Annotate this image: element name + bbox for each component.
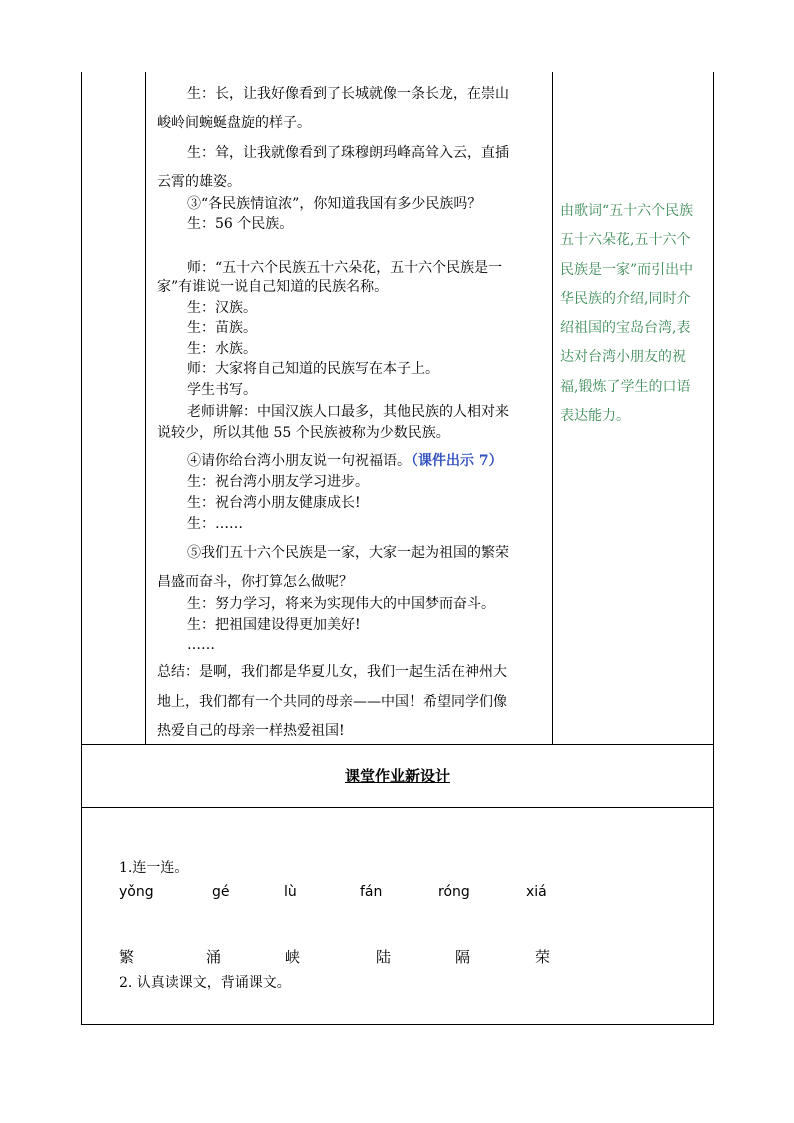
lesson-line: 生：苗族。 bbox=[187, 320, 257, 336]
table-border-right bbox=[713, 72, 714, 1024]
question-2: 2. 认真读课文，背诵课文。 bbox=[119, 975, 291, 991]
design-note-line: 民族是一家”而引出中 bbox=[560, 262, 694, 278]
design-note-line: 达对台湾小朋友的祝 bbox=[560, 349, 686, 365]
lesson-line: 云霄的雄姿。 bbox=[157, 174, 241, 190]
lesson-line: ③“各民族情谊浓”，你知道我国有多少民族吗？ bbox=[187, 196, 482, 212]
hanzi-item: 涌 bbox=[206, 948, 222, 966]
lesson-line: 生：祝台湾小朋友学习进步。 bbox=[187, 474, 369, 490]
summary-line: 总结：是啊，我们都是华夏儿女，我们一起生活在神州大 bbox=[157, 664, 507, 680]
design-note-line: 华民族的介绍,同时介 bbox=[560, 291, 691, 307]
design-note-line: 五十六朵花,五十六个 bbox=[560, 232, 691, 248]
hanzi-item: 荣 bbox=[535, 948, 551, 966]
lesson-line: 生：祝台湾小朋友健康成长! bbox=[187, 495, 361, 511]
lesson-line: 生：耸，让我就像看到了珠穆朗玛峰高耸入云，直插 bbox=[187, 145, 509, 161]
design-note-line: 福,锻炼了学生的口语 bbox=[560, 379, 691, 395]
pinyin-item: yǒng bbox=[119, 884, 154, 900]
pinyin-item: xiá bbox=[526, 884, 547, 900]
summary-line: 地上，我们都有一个共同的母亲——中国！希望同学们像 bbox=[157, 694, 507, 710]
lesson-line: 生：长，让我好像看到了长城就像一条长龙，在崇山 bbox=[187, 86, 509, 102]
lesson-line: 生：努力学习，将来为实现伟大的中国梦而奋斗。 bbox=[187, 596, 495, 612]
summary-line: 热爱自己的母亲一样热爱祖国! bbox=[157, 723, 345, 739]
table-row-divider-1 bbox=[81, 744, 714, 745]
table-border-bottom bbox=[81, 1024, 714, 1025]
lesson-prompt: ④请你给台湾小朋友说一句祝福语。 bbox=[187, 453, 411, 469]
lesson-line: 学生书写。 bbox=[187, 382, 257, 398]
lesson-line: 老师讲解：中国汉族人口最多，其他民族的人相对来 bbox=[187, 404, 509, 420]
hanzi-item: 繁 bbox=[119, 948, 135, 966]
design-note-line: 绍祖国的宝岛台湾,表 bbox=[560, 320, 691, 336]
table-border-left bbox=[81, 72, 82, 1024]
lesson-line: 峻岭间蜿蜒盘旋的样子。 bbox=[157, 115, 311, 131]
table-divider-inner-left bbox=[145, 72, 146, 744]
hanzi-item: 隔 bbox=[455, 948, 471, 966]
pinyin-item: lù bbox=[284, 884, 297, 900]
pinyin-item: gé bbox=[212, 884, 230, 900]
lesson-line: 说较少，所以其他 55 个民族被称为少数民族。 bbox=[157, 425, 450, 441]
design-note-line: 表达能力。 bbox=[560, 408, 630, 424]
question-1: 1.连一连。 bbox=[119, 860, 189, 876]
design-note-line: 由歌词“五十六个民族 bbox=[560, 203, 694, 219]
lesson-line: 生：水族。 bbox=[187, 341, 257, 357]
homework-title: 课堂作业新设计 bbox=[344, 767, 450, 785]
pinyin-item: fán bbox=[360, 884, 383, 900]
courseware-note: （课件出示 7） bbox=[411, 453, 503, 469]
lesson-line: 生：把祖国建设得更加美好! bbox=[187, 617, 361, 633]
lesson-line: 生：汉族。 bbox=[187, 300, 257, 316]
table-row-divider-2 bbox=[81, 807, 714, 808]
lesson-line: 师：大家将自己知道的民族写在本子上。 bbox=[187, 361, 439, 377]
table-divider-inner-right bbox=[552, 72, 553, 744]
pinyin-item: róng bbox=[438, 884, 470, 900]
lesson-line: 生：…… bbox=[187, 516, 243, 532]
lesson-line: …… bbox=[187, 637, 215, 653]
lesson-line bbox=[187, 451, 503, 471]
hanzi-item: 峡 bbox=[285, 948, 301, 966]
lesson-line: 昌盛而奋斗，你打算怎么做呢？ bbox=[157, 574, 353, 590]
lesson-line: 师：“五十六个民族五十六朵花，五十六个民族是一 bbox=[187, 260, 503, 276]
lesson-line: 家”有谁说一说自己知道的民族名称。 bbox=[157, 279, 389, 295]
lesson-line: 生：56 个民族。 bbox=[187, 216, 294, 232]
hanzi-item: 陆 bbox=[376, 948, 392, 966]
lesson-line: ⑤我们五十六个民族是一家，大家一起为祖国的繁荣 bbox=[187, 545, 509, 561]
